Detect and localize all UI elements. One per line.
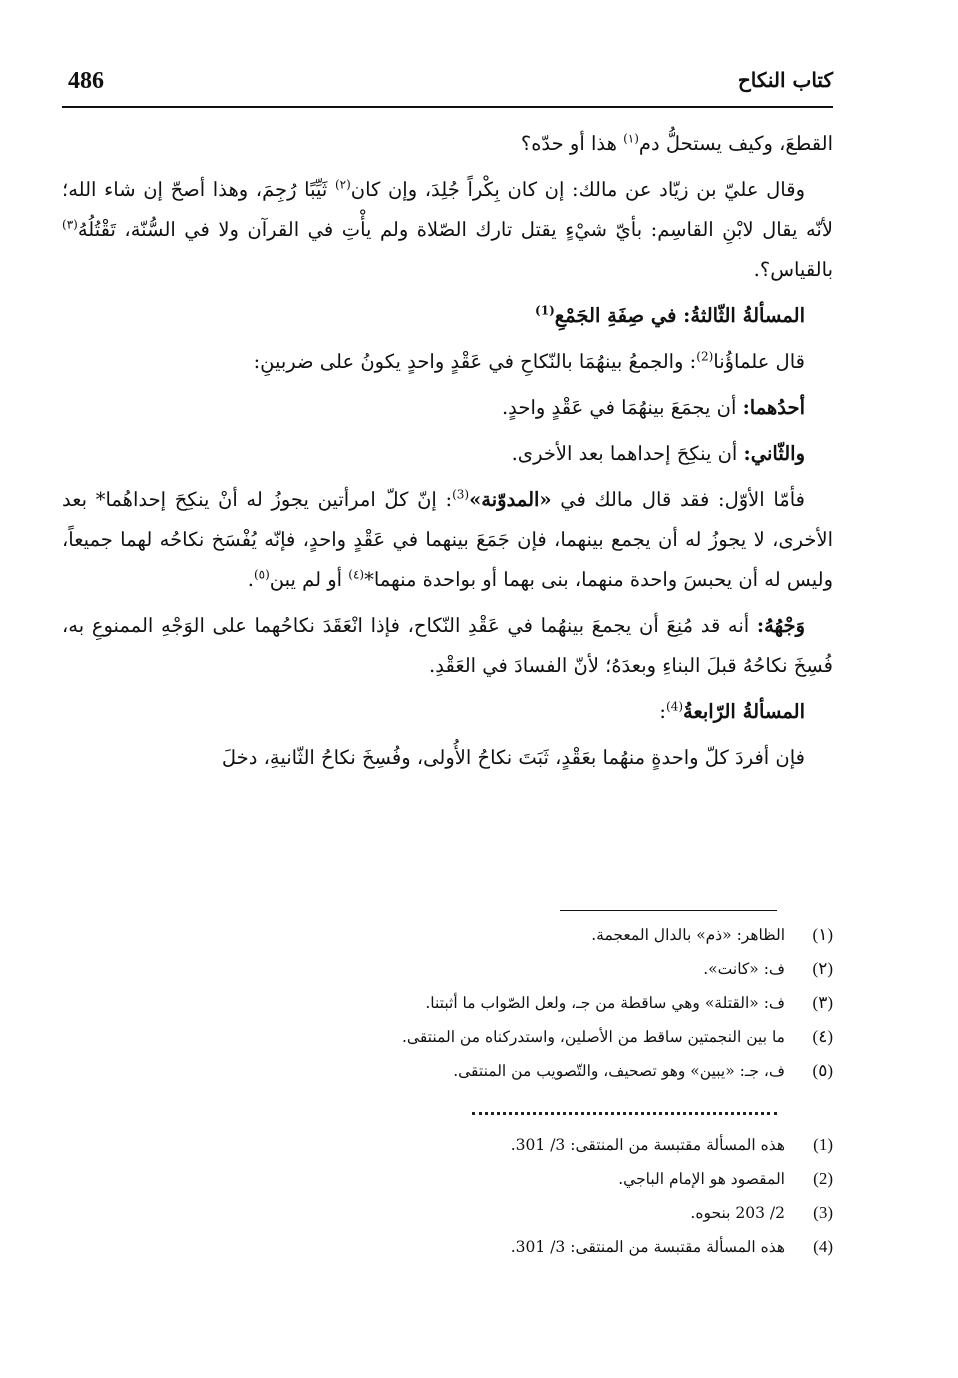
paragraph [62, 170, 833, 290]
footnote-ref: (2) [696, 349, 714, 364]
footnote [62, 1237, 833, 1271]
footnote-number: (٤) [812, 1027, 833, 1046]
paragraph [62, 342, 833, 382]
paragraph [62, 124, 833, 164]
footnote-ref: (٥) [253, 567, 270, 582]
paragraph [62, 738, 833, 778]
paragraph [62, 606, 833, 686]
footnote-ref: (٣) [62, 217, 78, 232]
text-run: والثّاني: [743, 442, 805, 465]
footnote [62, 1027, 833, 1061]
footnote-number: (2) [813, 1169, 833, 1188]
footnote-ref: (٢) [334, 177, 351, 192]
text-run: أن ينكِحَ إحداهما بعد الأخرى. [511, 442, 744, 465]
footnote-ref: (3) [452, 487, 470, 502]
footnote [62, 1169, 833, 1203]
paragraph [62, 296, 833, 336]
text-run: المسألةُ الثّالثةُ: في صِفَةِ الجَمْعِ [554, 304, 805, 327]
footnote [62, 993, 833, 1027]
paragraph [62, 692, 833, 732]
text-run: أو لم يبن [269, 568, 349, 591]
footnote-text: 2/ 203 بنحوه. [690, 1204, 785, 1222]
footnote-text: الظاهر: «ذم» بالدال المعجمة. [591, 926, 785, 944]
text-run: أنه قد مُنِعَ أن يجمعَ بينهُما في عَقْدِ النّكاح، فإذا انْعَقَدَ نكاحُهما على الوَجْهِ الممنوعِ به، فُسِخَ نكاحُهُ قبلَ البناءِ وبعدَهُ؛ لأنّ الفسادَ في العَقْدِ. [62, 614, 833, 677]
text-run: : والجمعُ بينهُمَا بالنّكاحِ في عَقْدٍ واحدٍ يكونُ على ضربينِ: [253, 350, 697, 373]
footnote-ref: (٤) [348, 567, 365, 582]
source-footnotes [62, 1135, 833, 1271]
text-run: ثَيِّبًا رُجِمَ، وهذا أصحّ إن شاء الله؛ لأنّه يقال لابْنِ القاسِم: بأيّ شيْءٍ يقتل تارك الصّلاة ولم يأْتِ في القرآن ولا في السُّنّة، تَقْتُلُهُ [62, 178, 833, 241]
running-title: كتاب النكاح [737, 68, 833, 92]
footnote-text: هذه المسألة مقتبسة من المنتقى: 3/ 301. [510, 1238, 785, 1256]
footnote [62, 1135, 833, 1169]
footnote-number: (1) [813, 1135, 833, 1154]
text-run: قال علماؤُنا [713, 350, 805, 373]
dotted-separator [472, 1112, 777, 1115]
footnote-text: ف: «القتلة» وهي ساقطة من جـ، ولعل الصّواب ما أثبتنا. [425, 994, 785, 1012]
text-run: المسألةُ الرّابعةُ [683, 700, 805, 723]
text-run: القطعَ، وكيف يستحلُّ دم [638, 132, 833, 155]
editor-footnotes [62, 925, 833, 1095]
footnote-ref: (١) [623, 131, 639, 146]
footnote-text: ف، جـ: «يبين» وهو تصحيف، والتّصويب من المنتقى. [453, 1062, 785, 1080]
paragraph [62, 388, 833, 428]
footnote-number: (٢) [812, 959, 833, 978]
footnote [62, 1203, 833, 1237]
footnote-ref: (4) [666, 699, 684, 714]
footnote-text: ف: «كانت». [703, 960, 785, 978]
footnote [62, 1061, 833, 1095]
page-number: 486 [68, 68, 104, 94]
text-run: فإن أفردَ كلّ واحدةٍ منهُما بعَقْدٍ، ثَبَتَ نكاحُ الأُولى، وفُسِخَ نكاحُ الثّانيةِ، دخلَ [221, 746, 805, 769]
text-run: بالقياس؟. [753, 258, 833, 281]
text-run: وَجْهُهُ: [756, 614, 805, 637]
text-run: فأمّا الأوّل: فقد قال مالك في [551, 488, 805, 511]
text-run: : إنّ كلّ امرأتين يجوزُ له أنْ ينكِحَ إحداهُما* بعد الأخرى، لا يجوزُ له أن يجمع بينهما، فإن جَمَعَ بينهما في عَقْدٍ واحدٍ، فإنّه يُفْسَخ نكاحُه لهما جميعاً، وليس له أن يحبسَ واحدة منهما، بنى بهما أو بواحدة منهما* [62, 488, 833, 591]
page-header [62, 62, 833, 108]
footnote-number: (٥) [812, 1061, 833, 1080]
text-run: وقال عليّ بن زيّاد عن مالك: إن كان بِكْراً جُلِدَ، وإن كان [350, 178, 805, 201]
footnote-number: (١) [812, 925, 833, 944]
paragraph [62, 480, 833, 600]
footnote-text: ما بين النجمتين ساقط من الأصلين، واستدركناه من المنتقى. [401, 1028, 785, 1046]
footnote [62, 959, 833, 993]
text-run: . [247, 568, 254, 591]
text-run: «المدوّنة» [469, 488, 552, 511]
footnote-text: المقصود هو الإمام الباجي. [618, 1170, 785, 1188]
footnote-ref: (1) [535, 303, 555, 318]
text-run: أن يجمَعَ بينهُمَا في عَقْدٍ واحدٍ. [501, 396, 743, 419]
footnote [62, 925, 833, 959]
footnote-number: (4) [813, 1237, 833, 1256]
footnote-number: (3) [813, 1203, 833, 1222]
main-text [62, 124, 833, 784]
footnote-text: هذه المسألة مقتبسة من المنتقى: 3/ 301. [510, 1136, 785, 1154]
paragraph [62, 434, 833, 474]
text-run: أحدُهما: [742, 396, 805, 419]
text-run: : [659, 700, 666, 723]
footnote-separator [560, 910, 777, 911]
text-run: هذا أو حدّه؟ [520, 132, 624, 155]
footnote-number: (٣) [812, 993, 833, 1012]
